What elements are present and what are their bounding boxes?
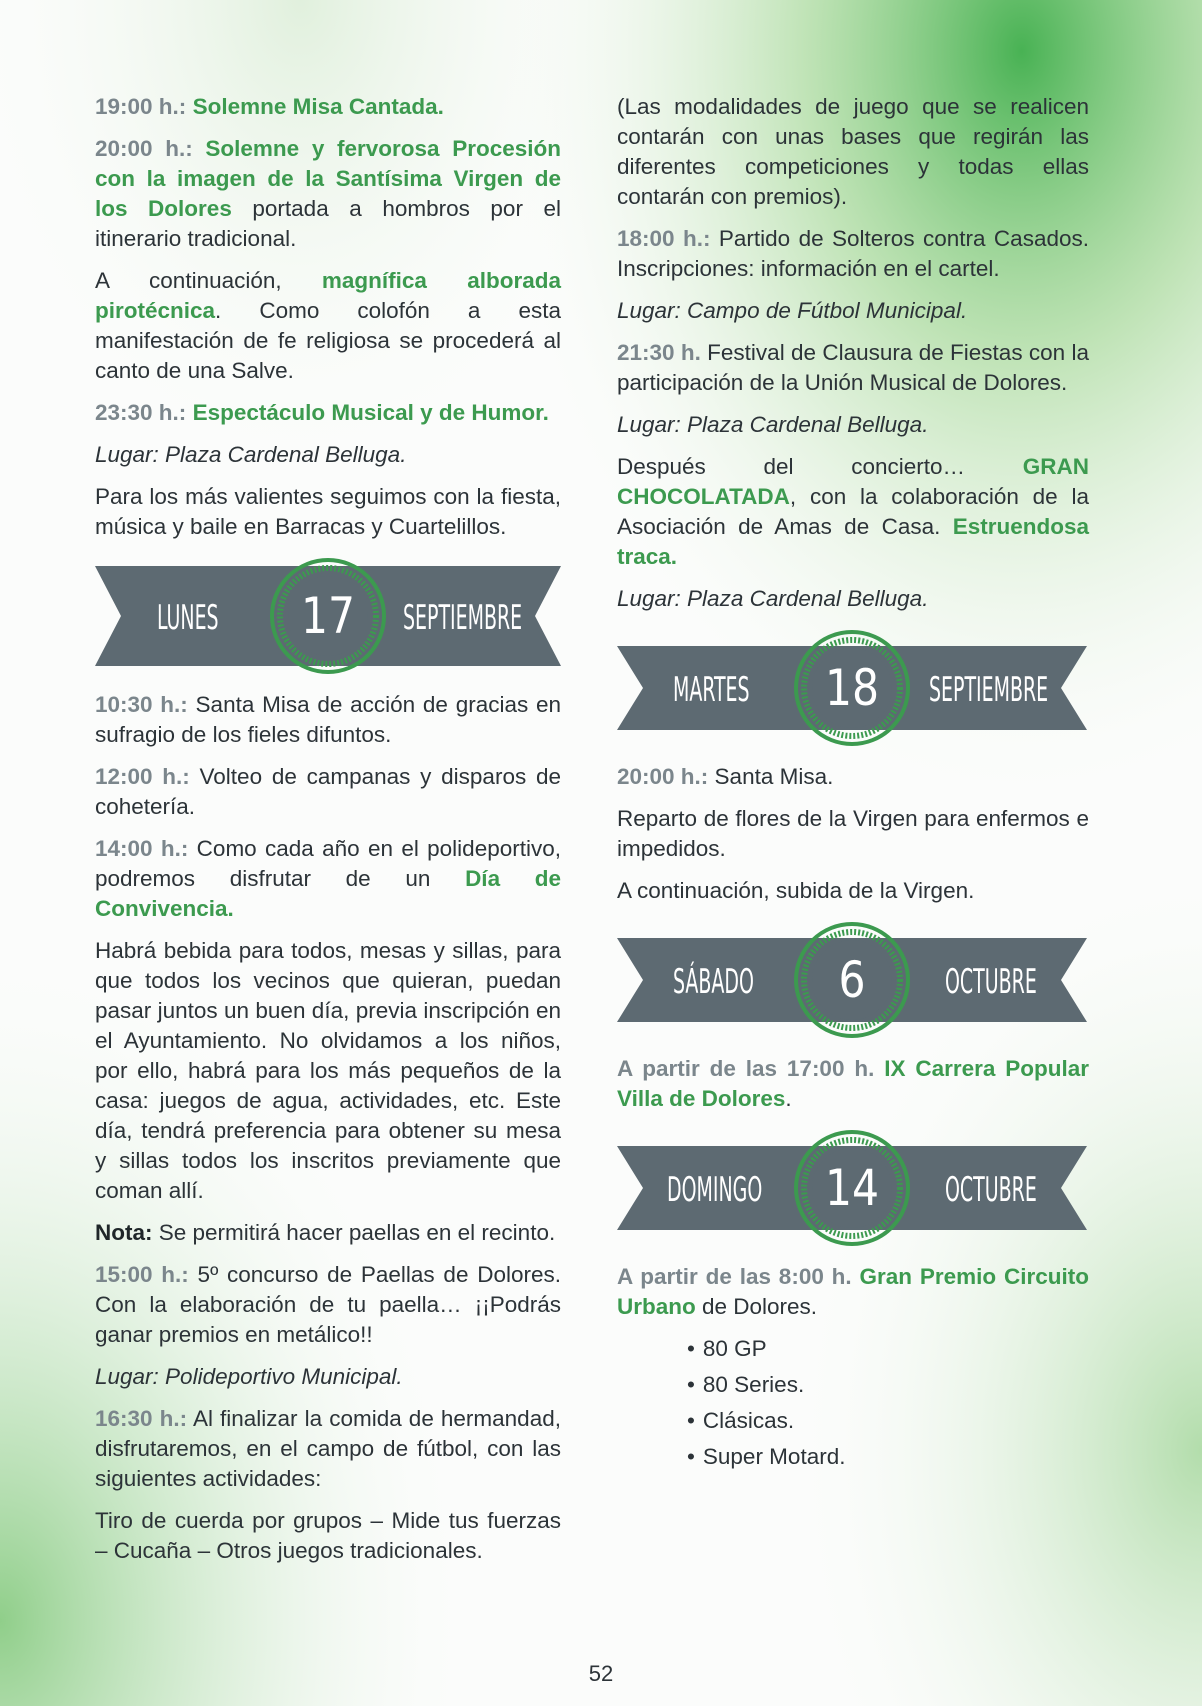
month-name: SEPTIEMBRE	[929, 670, 1049, 710]
venue-text: Lugar: Plaza Cardenal Belluga.	[617, 586, 929, 611]
event-time: A partir de las 17:00 h.	[617, 1056, 875, 1081]
event-time: 21:30 h.	[617, 340, 701, 365]
event-1900	[95, 92, 561, 122]
list-item: • 80 Series.	[687, 1370, 1089, 1400]
paragraph: (Las modalidades de juego que se realicen contarán con unas bases que regirán las diferentes competiciones y todas ellas contarán con premios).	[617, 94, 1089, 209]
text: A continuación,	[95, 268, 322, 293]
list-item: • Clásicas.	[687, 1406, 1089, 1436]
event-time: A partir de las 8:00 h.	[617, 1264, 852, 1289]
venue-text: Lugar: Polideportivo Municipal.	[95, 1364, 403, 1389]
event-title: IX Carrera Popular Villa de Dolores	[617, 1056, 1090, 1111]
event-time: 23:30 h.:	[95, 400, 187, 425]
day-name: LUNES	[157, 598, 219, 638]
day-number: 17	[300, 587, 356, 645]
event-time: 18:00 h.:	[617, 226, 711, 251]
venue-text: Lugar: Plaza Cardenal Belluga.	[95, 442, 407, 467]
date-banner-lunes-17	[95, 558, 561, 674]
paragraph: Habrá bebida para todos, mesas y sillas, para que todos los vecinos que quieran, puedan pasar juntos un buen día, previa inscripción en el Ayuntamiento. No olvidamos a los niños, por ello, habrá para los más pequeños de la casa: juegos de agua, actividades, etc. Este día, tendrá preferencia para obtener su mesa y sillas todos los inscritos previamente que coman allí.	[95, 938, 561, 1203]
date-banner-martes-18	[617, 630, 1087, 746]
note-text: Se permitirá hacer paellas en el recinto.	[152, 1220, 556, 1245]
day-number: 6	[838, 951, 866, 1009]
paragraph: Tiro de cuerda por grupos – Mide tus fuerzas – Cucaña – Otros juegos tradicionales.	[95, 1508, 561, 1563]
event-text: Como cada año en el polideportivo, podremos disfrutar de un	[95, 836, 561, 891]
month-name: OCTUBRE	[945, 962, 1037, 1002]
paragraph: A continuación, subida de la Virgen.	[617, 878, 975, 903]
event-2000	[95, 134, 561, 254]
event-text: Volteo de campanas y disparos de cohetería.	[95, 764, 561, 819]
event-2130	[617, 338, 1089, 398]
text: .	[785, 1086, 792, 1111]
venue-text: Lugar: Campo de Fútbol Municipal.	[617, 298, 968, 323]
event-carrera	[617, 1054, 1089, 1114]
event-title: Gran Premio Circuito Urbano	[617, 1264, 1089, 1319]
month-name: SEPTIEMBRE	[403, 598, 523, 638]
event-title: Espectáculo Musical y de Humor.	[192, 400, 549, 425]
event-text: portada a hombros por el itinerario tradicional.	[95, 196, 562, 251]
date-banner-domingo-14	[617, 1130, 1087, 1246]
event-1630	[95, 1404, 561, 1494]
event-text: Festival de Clausura de Fiestas con la participación de la Unión Musical de Dolores.	[617, 340, 1089, 395]
event-title: Solemne y fervorosa Procesión con la imagen de la Santísima Virgen de los Dolores	[95, 136, 561, 221]
alborada-paragraph	[95, 266, 561, 386]
event-text: Santa Misa.	[708, 764, 834, 789]
event-text: Partido de Solteros contra Casados. Inscripciones: información en el cartel.	[617, 226, 1089, 281]
chocolatada-paragraph	[617, 452, 1089, 572]
event-1800	[617, 224, 1089, 284]
day-name: SÁBADO	[673, 962, 754, 1002]
event-time: 10:30 h.:	[95, 692, 188, 717]
event-1030	[95, 690, 561, 750]
event-time: 16:30 h.:	[95, 1406, 188, 1431]
venue-text: Lugar: Plaza Cardenal Belluga.	[617, 412, 929, 437]
day-number: 14	[824, 1159, 880, 1217]
page-number: 52	[588, 1661, 614, 1686]
list-item: • Super Motard.	[687, 1442, 1089, 1472]
event-time: 19:00 h.:	[95, 94, 187, 119]
note	[95, 1218, 561, 1248]
highlight: magnífica alborada pirotécnica	[95, 268, 561, 323]
highlight: GRAN CHOCOLATADA	[617, 454, 1089, 509]
event-time: 12:00 h.:	[95, 764, 190, 789]
event-time: 15:00 h.:	[95, 1262, 189, 1287]
note-label: Nota:	[95, 1220, 153, 1245]
event-2000	[617, 762, 1089, 792]
text: , con la colaboración de la Asociación de Amas de Casa.	[617, 484, 1089, 539]
paragraph: Para los más valientes seguimos con la fiesta, música y baile en Barracas y Cuartelillos.	[95, 484, 561, 539]
event-2330	[95, 398, 561, 428]
paragraph: Reparto de flores de la Virgen para enfermos e impedidos.	[617, 806, 1089, 861]
day-number: 18	[824, 659, 880, 717]
highlight: Estruendosa traca.	[617, 514, 1089, 569]
day-name: DOMINGO	[667, 1170, 763, 1210]
text: Después del concierto…	[617, 454, 1023, 479]
event-text: Al finalizar la comida de hermandad, disfrutaremos, en el campo de fútbol, con las siguientes actividades:	[95, 1406, 561, 1491]
event-1200	[95, 762, 561, 822]
list-item: • 80 GP	[687, 1334, 1089, 1364]
event-title: Día de Convivencia.	[95, 866, 562, 921]
day-name: MARTES	[673, 670, 750, 710]
event-text: 5º concurso de Paellas de Dolores. Con la elaboración de tu paella… ¡¡Podrás ganar premios en metálico!!	[95, 1262, 561, 1347]
text: de Dolores.	[695, 1294, 818, 1319]
event-title: Solemne Misa Cantada.	[192, 94, 444, 119]
event-1400	[95, 834, 561, 924]
event-time: 20:00 h.:	[617, 764, 709, 789]
event-text: Santa Misa de acción de gracias en sufragio de los fieles difuntos.	[95, 692, 561, 747]
event-1500	[95, 1260, 561, 1350]
month-name: OCTUBRE	[945, 1170, 1037, 1210]
left-column	[95, 92, 561, 1578]
category-list	[687, 1334, 1089, 1472]
event-time: 20:00 h.:	[95, 136, 193, 161]
right-column	[617, 92, 1089, 1478]
event-gran-premio	[617, 1262, 1089, 1322]
date-banner-sabado-6	[617, 922, 1087, 1038]
text: . Como colofón a esta manifestación de fe religiosa se procederá al canto de una Salve.	[95, 298, 561, 383]
event-time: 14:00 h.:	[95, 836, 189, 861]
